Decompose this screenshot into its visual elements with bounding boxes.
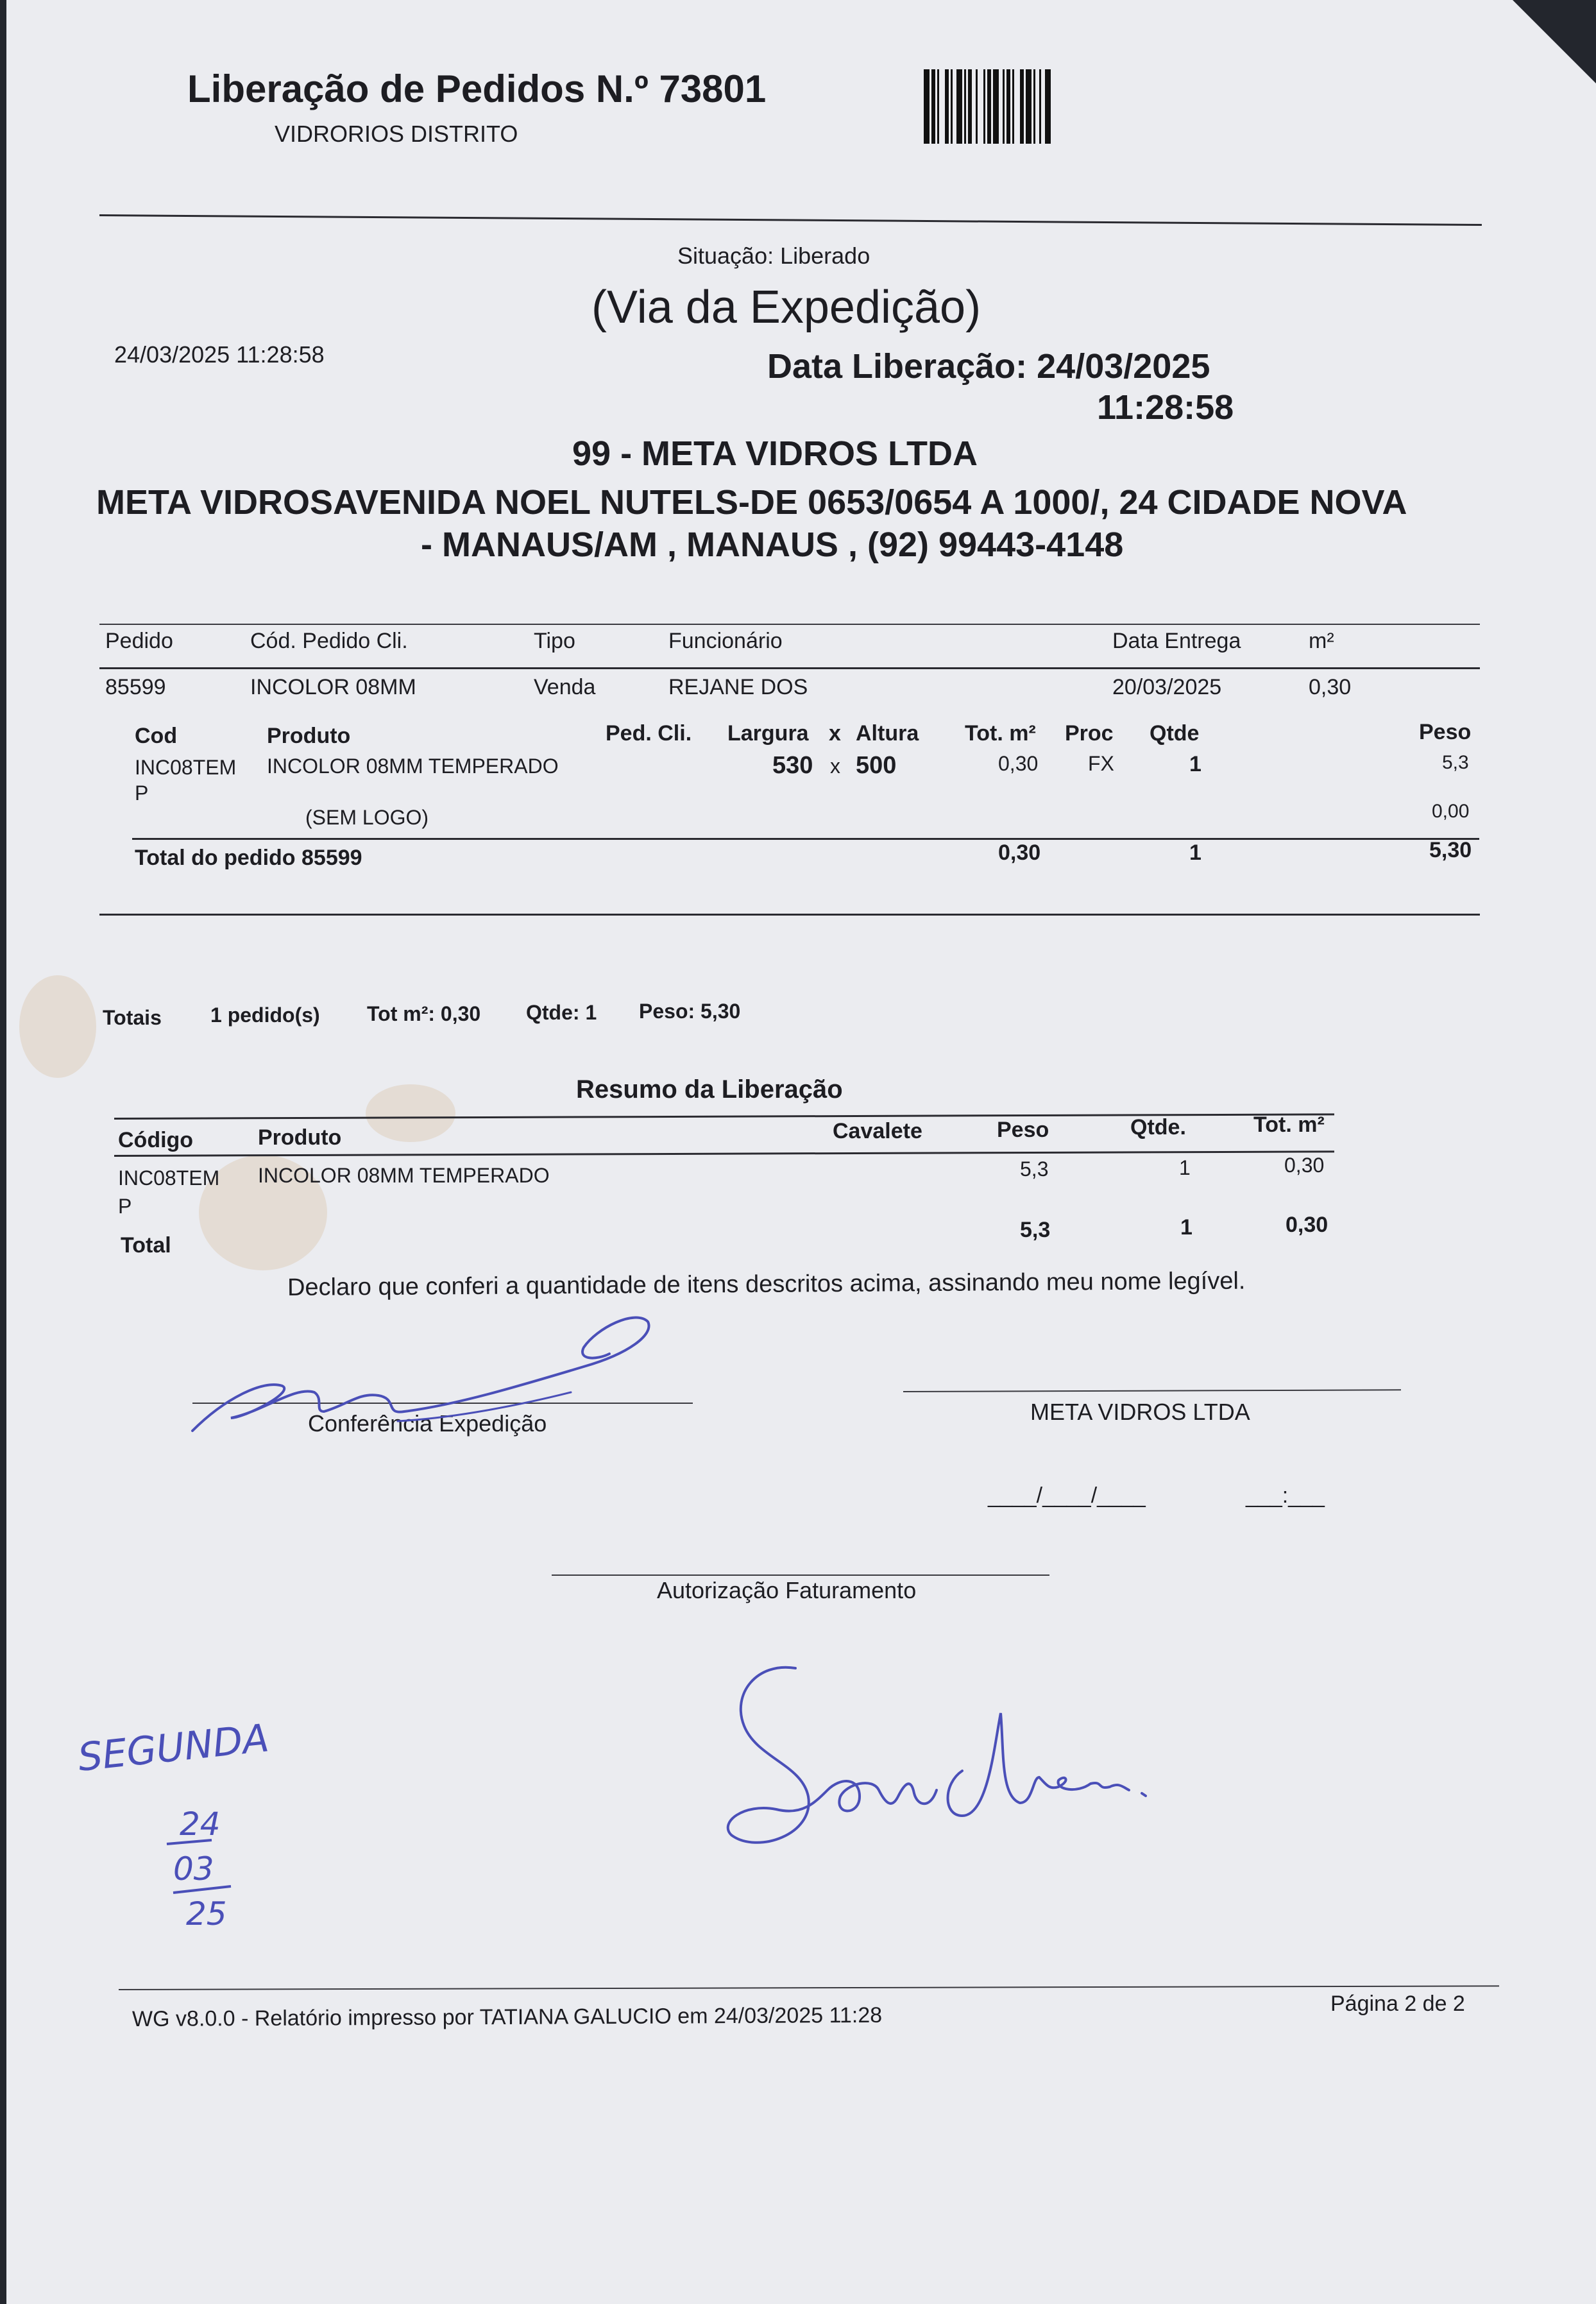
barcode-bar — [968, 69, 972, 144]
summary-header-codigo: Código — [118, 1128, 194, 1152]
barcode — [924, 69, 1167, 144]
document-sheet — [6, 0, 1596, 2304]
divider — [99, 914, 1480, 916]
item-header-ped-cli: Ped. Cli. — [606, 721, 692, 746]
col-header-tipo: Tipo — [534, 629, 575, 653]
summary-total-peso: 5,3 — [1020, 1218, 1051, 1242]
item-peso: 5,3 — [1442, 752, 1469, 773]
totals-pedidos: 1 pedido(s) — [210, 1003, 320, 1027]
item-altura: 500 — [856, 752, 897, 779]
barcode-bar — [945, 69, 949, 144]
item-x: x — [830, 755, 840, 778]
summary-produto: INCOLOR 08MM TEMPERADO — [258, 1164, 550, 1187]
order-cod-pedido-cli: INCOLOR 08MM — [250, 675, 416, 699]
footer-report-info: WG v8.0.0 - Relatório impresso por TATIANA GALUCIO em 24/03/2025 11:28 — [132, 2002, 883, 2031]
summary-qtde: 1 — [1179, 1156, 1191, 1179]
autorizacao-signature — [718, 1655, 1167, 1867]
order-total-label: Total do pedido 85599 — [135, 846, 362, 870]
barcode-bar — [976, 69, 978, 144]
barcode-bar — [951, 69, 953, 144]
item-largura: 530 — [772, 752, 813, 779]
barcode-bar — [1012, 69, 1014, 144]
signature-line-autorizacao — [552, 1574, 1049, 1576]
barcode-bar — [1006, 69, 1010, 144]
totals-label: Totais — [103, 1006, 162, 1029]
release-date: Data Liberação: 24/03/2025 — [767, 347, 1210, 386]
barcode-bar — [1033, 69, 1035, 144]
item-header-qtde: Qtde — [1150, 721, 1200, 746]
signature-line-client — [903, 1389, 1401, 1392]
totals-peso: Peso: 5,30 — [639, 1000, 741, 1023]
barcode-bar — [987, 69, 991, 144]
item-proc: FX — [1088, 752, 1114, 775]
item-header-tot-m2: Tot. m² — [965, 721, 1036, 746]
barcode-bar — [956, 69, 962, 144]
note-month: 03 — [173, 1850, 214, 1888]
summary-header-tot-m2: Tot. m² — [1253, 1113, 1325, 1137]
document-title: Liberação de Pedidos N.º 73801 — [187, 67, 767, 110]
summary-header-cavalete: Cavalete — [833, 1119, 922, 1143]
company-name: VIDRORIOS DISTRITO — [275, 121, 518, 147]
order-m2: 0,30 — [1309, 675, 1352, 699]
barcode-bar — [993, 69, 999, 144]
sub-item-peso: 0,00 — [1432, 801, 1470, 822]
item-header-x: x — [829, 721, 841, 746]
item-tot-m2: 0,30 — [998, 752, 1039, 775]
order-total-m2: 0,30 — [998, 841, 1041, 865]
note-weekday: SEGUNDA — [76, 1716, 271, 1780]
time-blank: ___:___ — [1246, 1483, 1325, 1508]
table-border — [99, 667, 1480, 669]
summary-codigo: INC08TEM — [118, 1166, 220, 1190]
stain — [19, 975, 96, 1078]
item-header-altura: Altura — [856, 721, 919, 746]
subtotal-divider — [132, 838, 1479, 840]
summary-peso: 5,3 — [1020, 1157, 1049, 1181]
summary-header-qtde: Qtde. — [1130, 1115, 1186, 1139]
barcode-bar — [931, 69, 935, 144]
summary-total-qtde: 1 — [1180, 1215, 1193, 1240]
order-total-qtde: 1 — [1189, 841, 1201, 865]
totals-m2: Tot m²: 0,30 — [367, 1002, 481, 1025]
col-header-data-entrega: Data Entrega — [1112, 629, 1241, 653]
item-produto: INCOLOR 08MM TEMPERADO — [267, 755, 559, 778]
barcode-bar — [1039, 69, 1041, 144]
signature-label-autorizacao: Autorização Faturamento — [657, 1577, 917, 1603]
summary-header-produto: Produto — [258, 1125, 342, 1150]
folded-corner — [1513, 0, 1596, 83]
summary-total-label: Total — [121, 1233, 171, 1258]
stain — [366, 1084, 455, 1142]
summary-header-peso: Peso — [997, 1118, 1049, 1142]
order-total-peso: 5,30 — [1429, 838, 1472, 862]
totals-qtde: Qtde: 1 — [526, 1001, 597, 1024]
barcode-bar — [964, 69, 966, 144]
note-day: 24 — [180, 1805, 221, 1843]
item-header-largura: Largura — [727, 721, 809, 746]
declaration-text: Declaro que conferi a quantidade de itens descritos acima, assinando meu nome legível. — [287, 1267, 1246, 1301]
col-header-funcionario: Funcionário — [668, 629, 783, 653]
handwritten-date-note — [71, 1700, 301, 1944]
print-datetime: 24/03/2025 11:28:58 — [114, 341, 325, 368]
summary-tot-m2: 0,30 — [1284, 1154, 1325, 1177]
summary-total-tot-m2: 0,30 — [1286, 1213, 1329, 1237]
order-data-entrega: 20/03/2025 — [1112, 675, 1222, 699]
footer-divider — [119, 1985, 1499, 1990]
note-year: 25 — [186, 1895, 227, 1933]
date-blank: ____/____/____ — [988, 1483, 1146, 1508]
item-header-cod: Cod — [135, 724, 178, 748]
barcode-bar — [1045, 69, 1051, 144]
summary-border — [114, 1150, 1334, 1157]
item-header-produto: Produto — [267, 724, 351, 748]
client-name: 99 - META VIDROS LTDA — [572, 434, 978, 473]
sub-item-produto: (SEM LOGO) — [305, 806, 429, 829]
footer-page-number: Página 2 de 2 — [1330, 1992, 1465, 2016]
divider — [99, 214, 1482, 226]
status-text: Situação: Liberado — [677, 243, 870, 269]
col-header-cod-pedido-cli: Cód. Pedido Cli. — [250, 629, 408, 653]
barcode-bar — [1020, 69, 1024, 144]
via-title: (Via da Expedição) — [591, 282, 981, 333]
barcode-bar — [924, 69, 930, 144]
item-qtde: 1 — [1189, 752, 1201, 776]
item-cod-suffix: P — [135, 781, 149, 805]
order-pedido: 85599 — [105, 675, 166, 699]
item-cod: INC08TEM — [135, 756, 237, 779]
col-header-pedido: Pedido — [105, 629, 173, 653]
table-border — [99, 624, 1480, 625]
barcode-bar — [1003, 69, 1005, 144]
signature-label-conferencia: Conferência Expedição — [308, 1410, 547, 1437]
barcode-bar — [937, 69, 939, 144]
col-header-m2: m² — [1309, 629, 1334, 653]
item-header-peso: Peso — [1419, 720, 1472, 744]
summary-title: Resumo da Liberação — [576, 1075, 843, 1104]
barcode-bar — [983, 69, 985, 144]
summary-codigo-suffix: P — [118, 1195, 132, 1218]
barcode-bar — [1026, 69, 1031, 144]
signature-label-client: META VIDROS LTDA — [1030, 1399, 1250, 1425]
item-header-proc: Proc — [1065, 721, 1114, 746]
order-tipo: Venda — [534, 675, 596, 699]
client-address: META VIDROSAVENIDA NOEL NUTELS-DE 0653/0654 A 1000/, 24 CIDADE NOVA — [96, 483, 1407, 522]
release-time: 11:28:58 — [1097, 388, 1234, 427]
conferencia-signature — [186, 1309, 674, 1437]
order-funcionario: REJANE DOS — [668, 675, 808, 699]
client-city-phone: - MANAUS/AM , MANAUS , (92) 99443-4148 — [421, 525, 1124, 564]
